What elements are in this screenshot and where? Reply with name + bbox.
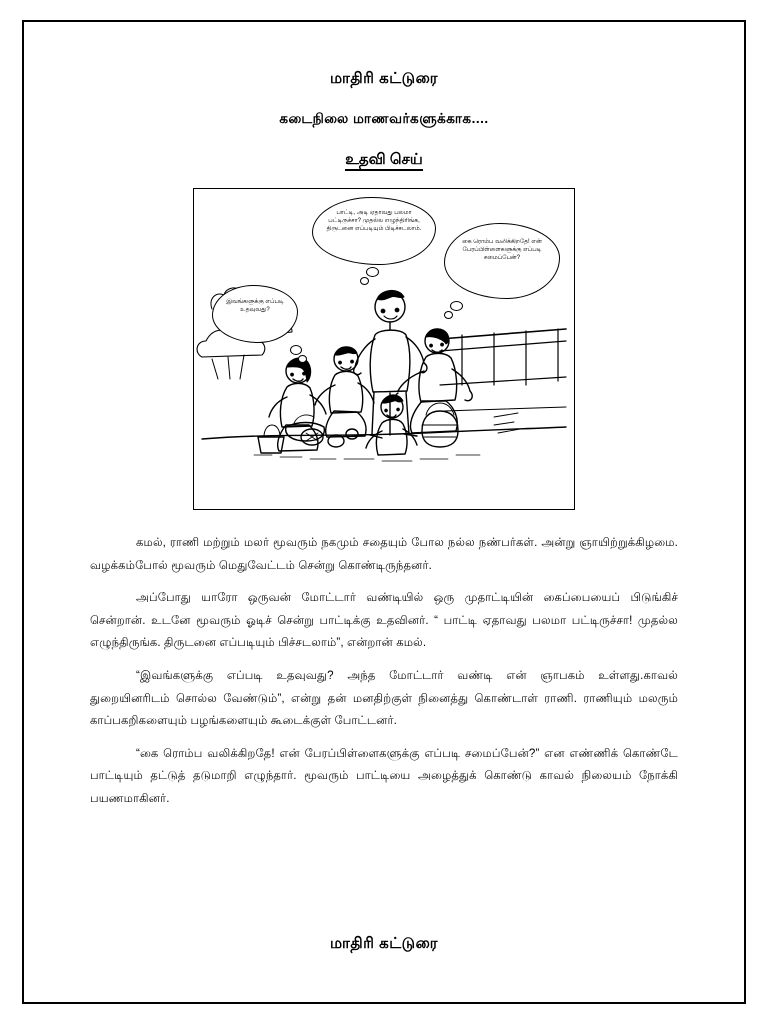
document-content [90,70,678,821]
speech-bubble-top: பாட்டி, அடி ஏதாவது பலமா பட்டிருச்சா? முதல்ல எழுந்திரிங்க, திருடனை எப்படியும் பிடிச்சடலாம். [312,197,436,265]
essay-title [90,151,678,170]
speech-tail-icon [366,267,379,277]
students-helping-old-woman-illustration [193,188,575,510]
paragraph-2: அப்போது யாரோ ஒருவன் மோட்டார் வண்டியில் ஒரு முதாட்டியின் கைப்பையைப் பிடுங்கிச் சென்றான். உடனே மூவரும் ஓடிச் சென்று பாட்டிக்கு உதவினர். “ பாட்டி ஏதாவது பலமா பட்டிருச்சா! முதல்ல எழுந்திருங்க. திருடனை எப்படியும் பிச்சடலாம்”, என்றான் கமல். [90,591,678,650]
subtitle: கடைநிலை மாணவர்களுக்காக.... [279,111,489,126]
speech-tail-icon [360,277,369,285]
paragraph-3: “இவங்களுக்கு எப்படி உதவுவது? அந்த மோட்டார் வண்டி என் ஞாபகம் உள்ளது.காவல் துறையினரிடம் சொல்ல வேண்டும்”, என்று தன் மனதிற்குள் நினைத்து கொண்டாள் ராணி. ராணியும் மலரும் காப்பகறிகளையும் பழங்களையும் கூடைக்குள் போட்டனர். [90,668,678,728]
speech-tail-icon [298,355,307,363]
paragraph-1: கமல், ராணி மற்றும் மலர் மூவரும் நகமும் சதையும் போல நல்ல நண்பர்கள். அன்று ஞாயிற்றுக்கிழமை. வழக்கம்போல் மூவரும் மெதுவேட்டம் சென்று கொண்டிருந்தனர். [90,536,678,572]
essay-title-text: உதவி செய் [345,151,422,171]
paragraph-4: “கை ரொம்ப வலிக்கிறதே! என் பேரப்பிள்ளைகளுக்கு எப்படி சமைப்பேன்?” என எண்ணிக் கொண்டே பாட்டியும் தட்டுத் தடுமாறி எழுந்தார். மூவரும் பாட்டியை அழைத்துக் கொண்டு காவல் நிலையம் நோக்கி பயணமாகினர். [90,746,678,805]
speech-tail-icon [444,311,453,319]
illustration-wrapper [90,188,678,510]
speech-bubble-left: இவங்களுக்கு எப்படி உதவுவது? [212,285,298,343]
speech-tail-icon [450,301,463,311]
speech-tail-icon [290,345,302,355]
footer-title: மாதிரி கட்டுரை [329,935,439,952]
speech-bubble-right: கை ரொம்ப வலிக்கிறதே! என் பேரப்பிள்ளைகளுக்கு எப்படி சமைப்பேன்? [444,223,560,299]
page-title: மாதிரி கட்டுரை [329,70,439,87]
